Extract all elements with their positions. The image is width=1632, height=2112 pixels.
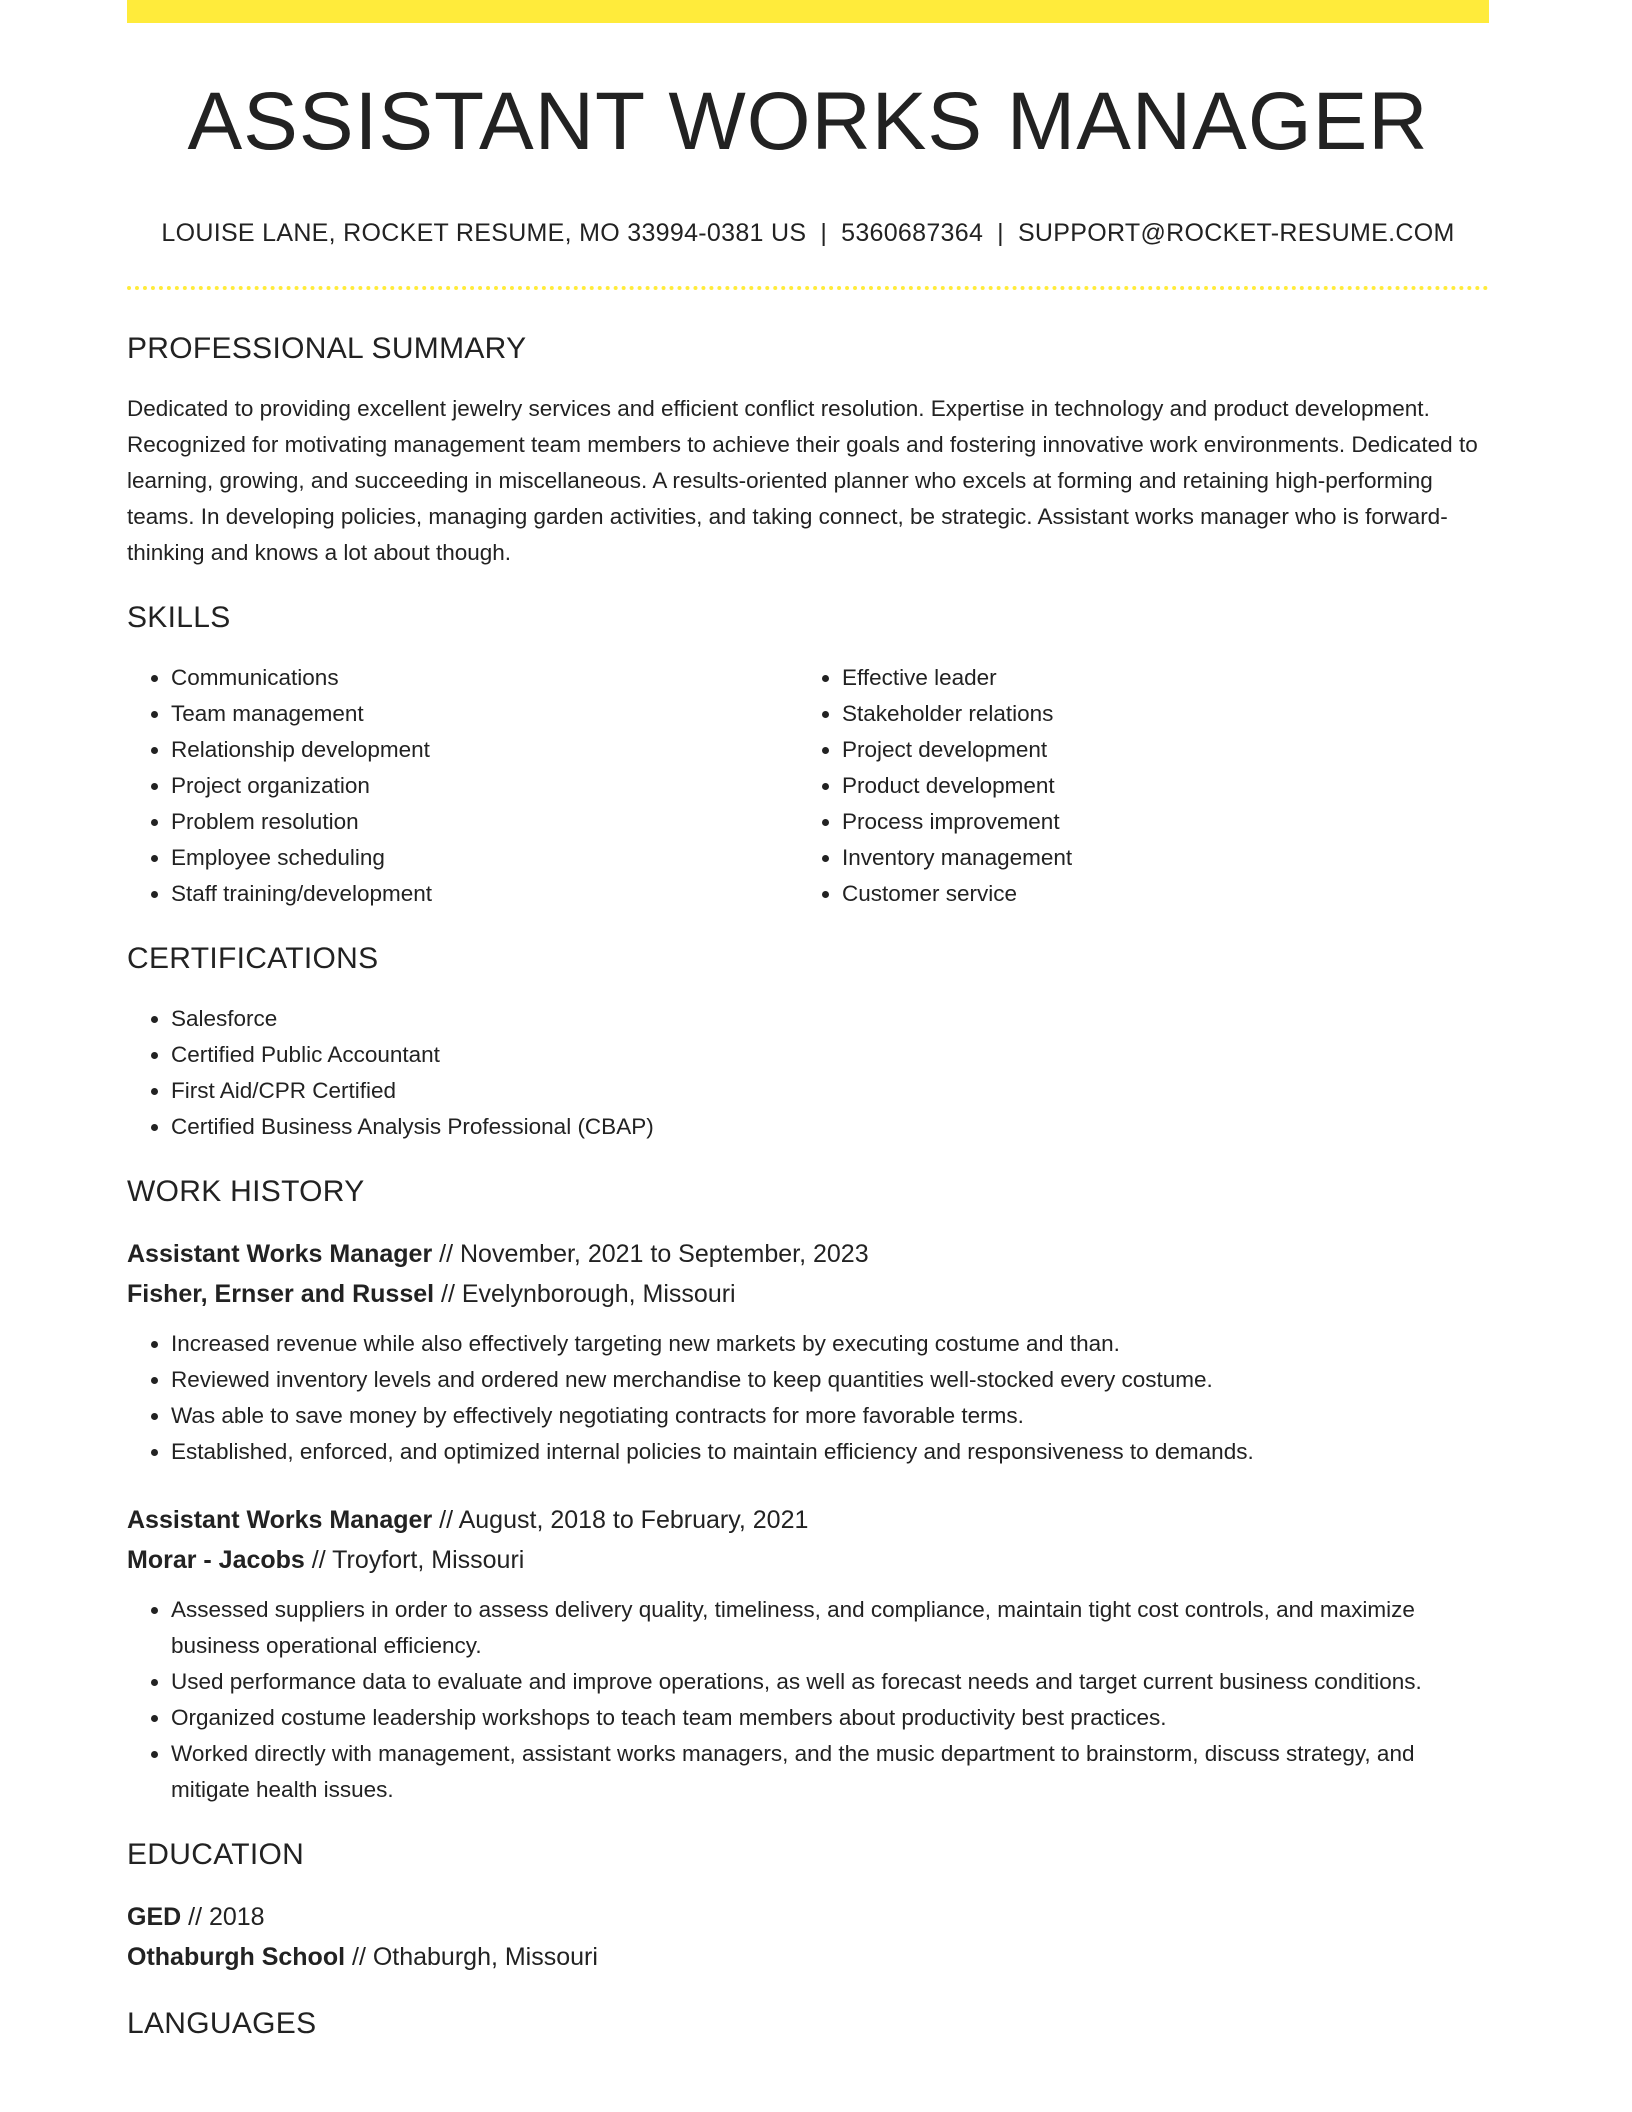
dotted-divider (127, 286, 1489, 290)
skill-item: • Effective leader (842, 660, 1469, 696)
job-company-line (127, 1540, 1489, 1580)
resume-title: ASSISTANT WORKS MANAGER (187, 76, 1429, 167)
section-heading-work-history: WORK HISTORY (127, 1175, 365, 1208)
contact-phone: 5360687364 (841, 219, 984, 247)
job-entry (127, 1234, 1489, 1470)
job-bullet: • Worked directly with management, assistant works managers, and the music department to brainstorm, discuss strategy, and mitigate health issues. (171, 1736, 1489, 1808)
contact-separator: | (997, 219, 1004, 247)
section-heading-certifications: CERTIFICATIONS (127, 942, 379, 975)
contact-separator: | (820, 219, 828, 247)
job-location: // Evelynborough, Missouri (434, 1280, 736, 1308)
section-heading-skills: SKILLS (127, 601, 231, 634)
job-bullet: • Assessed suppliers in order to assess delivery quality, timeliness, and compliance, maintain tight cost controls, and maximize business operational efficiency. (171, 1592, 1489, 1664)
skill-item: • Inventory management (842, 840, 1469, 876)
job-bullet: • Was able to save money by effectively negotiating contracts for more favorable terms. (171, 1398, 1489, 1434)
job-bullet: • Established, enforced, and optimized internal policies to maintain efficiency and responsiveness to demands. (171, 1434, 1489, 1470)
job-bullet: • Increased revenue while also effectively targeting new markets by executing costume and than. (171, 1326, 1489, 1362)
job-title: Assistant Works Manager (127, 1240, 433, 1268)
section-heading-languages: LANGUAGES (127, 2007, 317, 2040)
skill-item: • Staff training/development (171, 876, 798, 912)
work-history-section (127, 1175, 1489, 1808)
job-title-line (127, 1234, 1489, 1274)
skill-item: • Problem resolution (171, 804, 798, 840)
contact-email[interactable]: SUPPORT@ROCKET-RESUME.COM (1017, 219, 1455, 247)
certification-item: • Salesforce (171, 1001, 1489, 1037)
education-section (127, 1838, 1489, 1977)
education-school: Othaburgh School (127, 1943, 346, 1971)
skill-item: • Employee scheduling (171, 840, 798, 876)
resume-page (127, 0, 1489, 2040)
job-bullets (127, 1326, 1489, 1470)
skill-item: • Product development (842, 768, 1469, 804)
job-bullet: • Reviewed inventory levels and ordered new merchandise to keep quantities well-stocked every costume. (171, 1362, 1489, 1398)
education-school-line (127, 1937, 1489, 1977)
certification-item: • First Aid/CPR Certified (171, 1073, 1489, 1109)
education-degree-line (127, 1897, 1489, 1937)
certification-item: • Certified Public Accountant (171, 1037, 1489, 1073)
certifications-list (127, 1001, 1489, 1145)
job-title-line (127, 1500, 1489, 1540)
skills-section (127, 601, 1489, 912)
summary-section (127, 332, 1489, 571)
skills-columns (127, 660, 1489, 912)
skill-item: • Stakeholder relations (842, 696, 1469, 732)
education-entry (127, 1897, 1489, 1977)
section-heading-education: EDUCATION (127, 1838, 305, 1871)
contact-line (127, 219, 1489, 248)
job-location: // Troyfort, Missouri (304, 1546, 525, 1574)
certifications-section (127, 942, 1489, 1145)
skill-item: • Project development (842, 732, 1469, 768)
summary-text: Dedicated to providing excellent jewelry services and efficient conflict resolution. Expertise in technology and product development. Recognized for motivating management team members to achieve their goals and fostering innovative work environments. Dedicated to learning, growing, and succeeding in miscellaneous. A results-oriented planner who excels at forming and retaining high-performing teams. In developing policies, managing garden activities, and taking connect, be strategic. Assistant works manager who is forward-thinking and knows a lot about though. (127, 396, 1478, 565)
skill-item: • Communications (171, 660, 798, 696)
skill-item: • Team management (171, 696, 798, 732)
accent-top-bar (127, 0, 1489, 23)
job-title: Assistant Works Manager (127, 1506, 433, 1534)
job-bullet: • Used performance data to evaluate and improve operations, as well as forecast needs and target current business conditions. (171, 1664, 1489, 1700)
contact-address: LOUISE LANE, ROCKET RESUME, MO 33994-0381 US (161, 219, 807, 247)
job-company-line (127, 1274, 1489, 1314)
section-heading-summary: PROFESSIONAL SUMMARY (127, 332, 527, 365)
job-bullet: • Organized costume leadership workshops to teach team members about productivity best practices. (171, 1700, 1489, 1736)
skill-item: • Customer service (842, 876, 1469, 912)
job-entry (127, 1500, 1489, 1808)
job-dates: // August, 2018 to February, 2021 (432, 1506, 809, 1534)
languages-section (127, 2007, 1489, 2040)
certification-item: • Certified Business Analysis Professional (CBAP) (171, 1109, 1489, 1145)
education-year: // 2018 (181, 1903, 265, 1931)
skill-item: • Process improvement (842, 804, 1469, 840)
job-company: Morar - Jacobs (127, 1546, 305, 1574)
skill-item: • Project organization (171, 768, 798, 804)
job-bullets (127, 1592, 1489, 1808)
job-company: Fisher, Ernser and Russel (127, 1280, 435, 1308)
education-location: // Othaburgh, Missouri (345, 1943, 598, 1971)
skill-item: • Relationship development (171, 732, 798, 768)
skills-list-right (798, 660, 1469, 912)
education-degree: GED (127, 1903, 182, 1931)
job-dates: // November, 2021 to September, 2023 (432, 1240, 869, 1268)
skills-list-left (127, 660, 798, 912)
